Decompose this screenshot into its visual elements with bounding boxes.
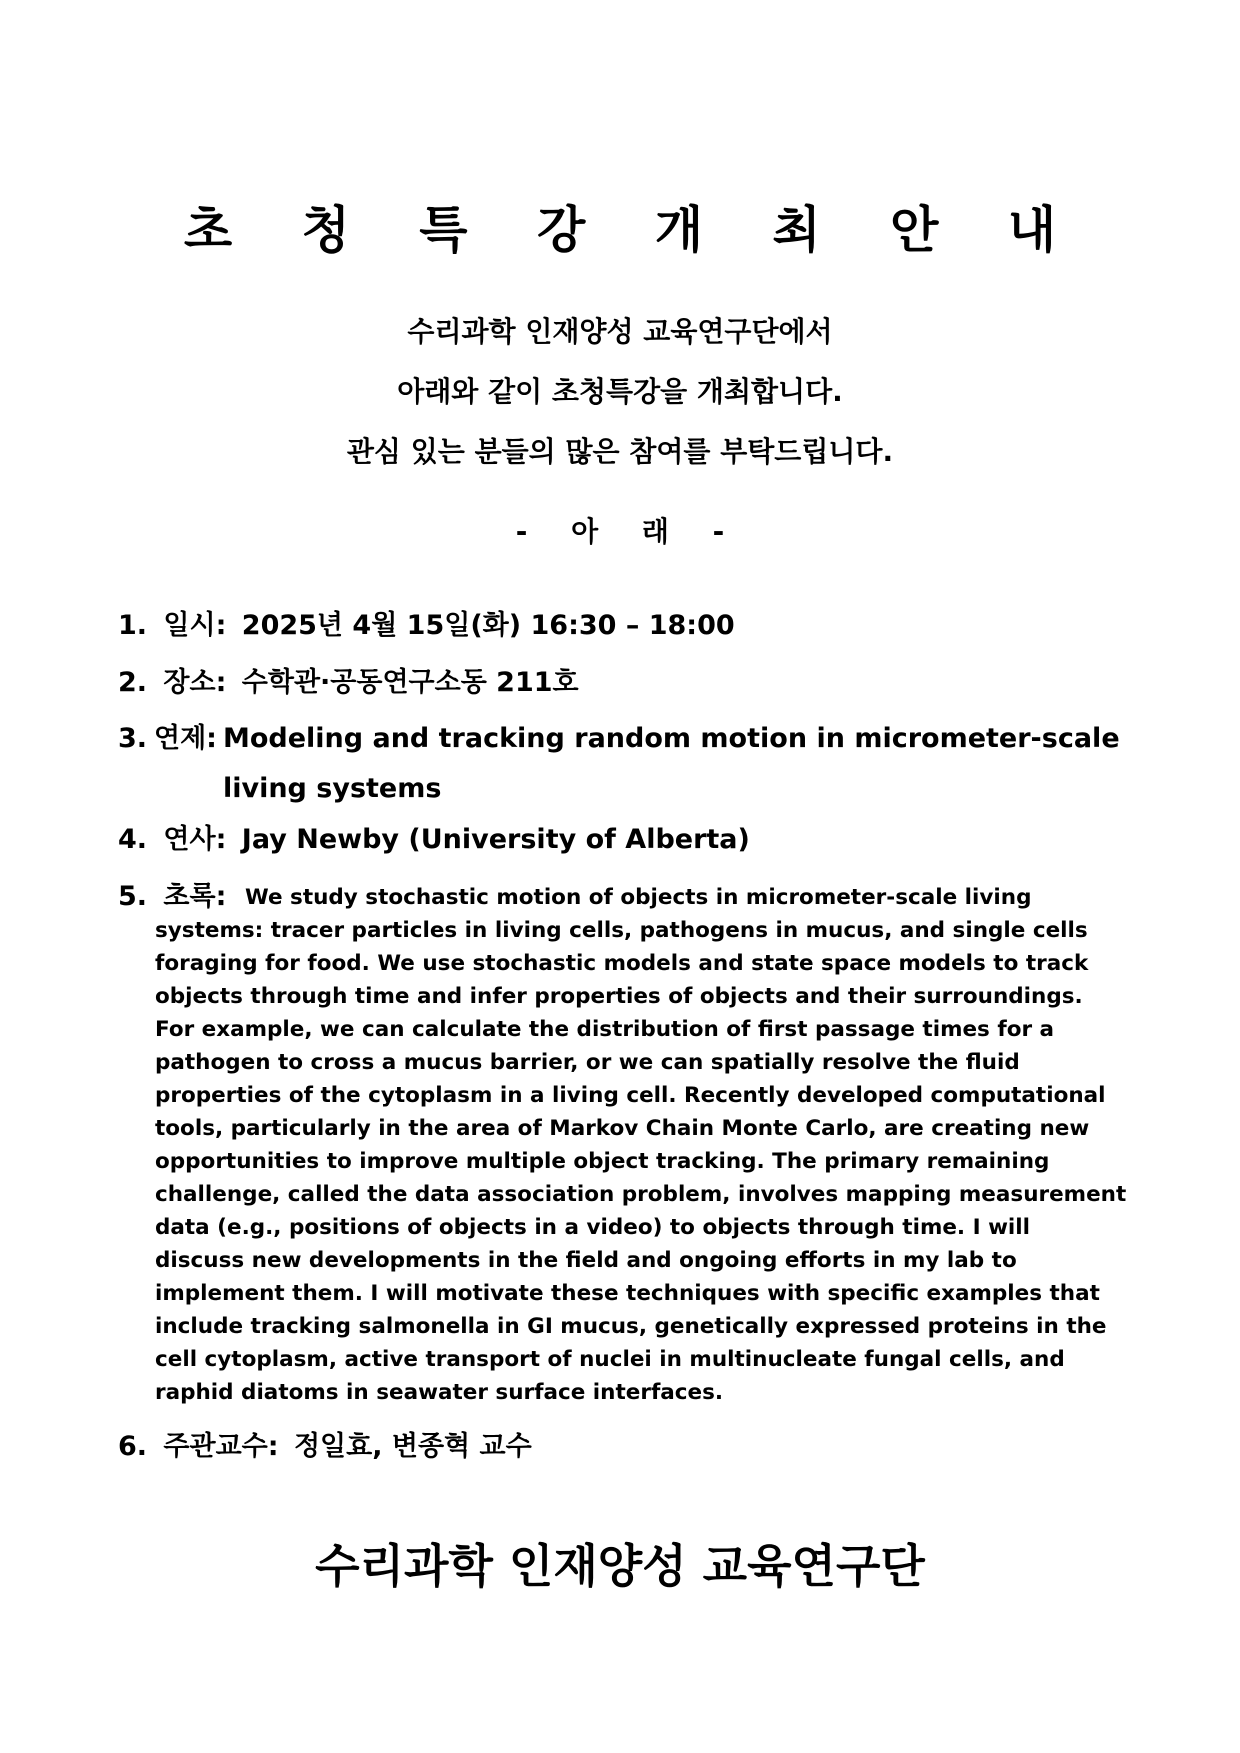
item-value: Modeling and tracking random motion in micrometer-scale living systems (222, 723, 1120, 804)
abstract-text (155, 914, 1127, 1409)
abstract-line: opportunities to improve multiple object tracking. The primary remaining (155, 1149, 1050, 1174)
item-number: 2. (118, 667, 148, 698)
abstract-line: cell cytoplasm, active transport of nuclei in multinucleate fungal cells, and (155, 1347, 1065, 1372)
intro-line: 관심 있는 분들의 많은 참여를 부탁드립니다. (346, 435, 894, 468)
item-number: 1. (118, 610, 148, 641)
abstract-line: pathogen to cross a mucus barrier, or we can spatially resolve the fluid (155, 1050, 1020, 1075)
abstract-line: We study stochastic motion of objects in micrometer-scale living (245, 885, 1032, 910)
organizer-name: 수리과학 인재양성 교육연구단 (315, 1539, 925, 1593)
item-label: 주관교수: (163, 1431, 279, 1462)
item-host-professors (118, 1422, 532, 1472)
item-label: 장소: (163, 667, 227, 698)
item-value: 정일효, 변종혁 교수 (293, 1431, 532, 1462)
item-number: 3. (118, 723, 148, 754)
abstract-line: raphid diatoms in seawater surface interfaces. (155, 1380, 724, 1405)
item-label: 연사: (163, 824, 227, 855)
item-label: 일시: (163, 610, 227, 641)
abstract-line: data (e.g., positions of objects in a video) to objects through time. I will (155, 1215, 1031, 1240)
item-value: 2025년 4월 15일(화) 16:30 – 18:00 (241, 610, 735, 641)
item-speaker (118, 815, 750, 865)
abstract-line: challenge, called the data association problem, involves mapping measurement (155, 1182, 1127, 1207)
abstract-line: For example, we can calculate the distribution of first passage times for a (155, 1017, 1055, 1042)
page-title: 초 청 특 강 개 최 안 내 (183, 201, 1083, 259)
item-topic (118, 714, 1123, 814)
section-marker: - 아 래 - (515, 515, 725, 548)
abstract-line: tools, particularly in the area of Markov Chain Monte Carlo, are creating new (155, 1116, 1090, 1141)
abstract-line: implement them. I will motivate these techniques with specific examples that (155, 1281, 1100, 1306)
item-label: 연제: (154, 723, 217, 754)
item-number: 6. (118, 1431, 148, 1462)
item-location (118, 658, 579, 708)
intro-line: 수리과학 인재양성 교육연구단에서 (407, 315, 833, 348)
item-datetime (118, 601, 735, 651)
abstract-line: systems: tracer particles in living cells, pathogens in mucus, and single cells (155, 918, 1088, 943)
intro-text (0, 312, 1240, 492)
abstract-line: include tracking salmonella in GI mucus, genetically expressed proteins in the (155, 1314, 1107, 1339)
item-number: 5. (118, 881, 148, 912)
abstract-line: foraging for food. We use stochastic models and state space models to track (155, 951, 1089, 976)
abstract-line: properties of the cytoplasm in a living cell. Recently developed computational (155, 1083, 1106, 1108)
item-number: 4. (118, 824, 148, 855)
item-value: Jay Newby (University of Alberta) (241, 824, 750, 855)
intro-line: 아래와 같이 초청특강을 개최합니다. (397, 375, 843, 408)
abstract-line: discuss new developments in the field and ongoing efforts in my lab to (155, 1248, 1017, 1273)
item-label: 초록: (163, 881, 227, 912)
abstract-line: objects through time and infer properties of objects and their surroundings. (155, 984, 1083, 1009)
item-value: 수학관·공동연구소동 211호 (241, 667, 579, 698)
